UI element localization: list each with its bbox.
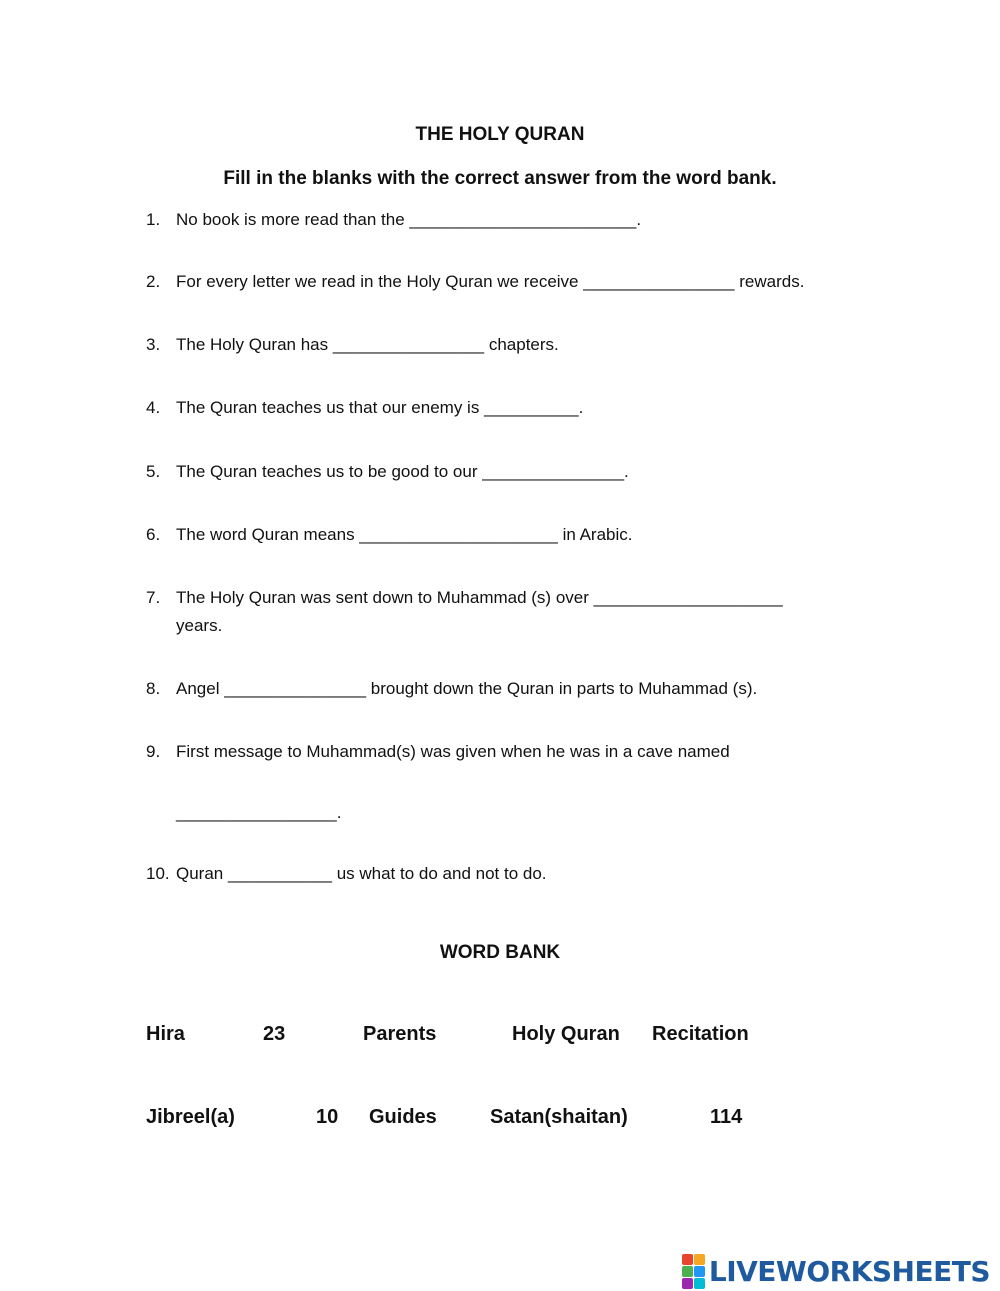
question-text: Angel _______________ brought down the Quran in parts to Muhammad (s). bbox=[176, 679, 758, 698]
question-text: The Quran teaches us that our enemy is __________. bbox=[176, 398, 584, 417]
logo-tile bbox=[682, 1266, 693, 1277]
question-text: The Holy Quran was sent down to Muhammad (s) over ____________________ bbox=[176, 588, 783, 607]
word-bank-item: Satan(shaitan) bbox=[490, 1106, 628, 1128]
logo-tile bbox=[694, 1278, 705, 1289]
logo-mark-icon bbox=[682, 1254, 705, 1289]
word-bank-item: 10 bbox=[316, 1106, 339, 1128]
question-9 bbox=[146, 738, 866, 766]
word-bank-item: Recitation bbox=[652, 1023, 749, 1045]
question-number: 8. bbox=[146, 679, 161, 698]
instruction-text: Fill in the blanks with the correct answer from the word bank. bbox=[223, 168, 777, 189]
page-title: THE HOLY QURAN bbox=[415, 124, 585, 145]
question-text: The Holy Quran has ________________ chapters. bbox=[176, 335, 559, 354]
question-number: 1. bbox=[146, 210, 161, 229]
question-number: 10. bbox=[146, 864, 170, 883]
question-10 bbox=[146, 860, 866, 888]
question-4 bbox=[146, 394, 866, 422]
word-bank-item: Holy Quran bbox=[512, 1023, 620, 1045]
question-text: First message to Muhammad(s) was given when he was in a cave named bbox=[176, 742, 730, 761]
question-text: Quran ___________ us what to do and not to do. bbox=[176, 864, 547, 883]
logo-tile bbox=[694, 1266, 705, 1277]
question-number: 4. bbox=[146, 398, 161, 417]
question-number: 6. bbox=[146, 525, 161, 544]
liveworksheets-logo bbox=[682, 1254, 990, 1289]
question-number: 2. bbox=[146, 272, 161, 291]
question-3 bbox=[146, 331, 866, 359]
question-text: No book is more read than the ________________________. bbox=[176, 210, 642, 229]
question-8 bbox=[146, 675, 866, 703]
question-6 bbox=[146, 521, 866, 549]
word-bank-item: Parents bbox=[363, 1023, 437, 1045]
word-bank-item: 23 bbox=[263, 1023, 286, 1045]
word-bank-item: 114 bbox=[710, 1106, 743, 1128]
question-2 bbox=[146, 268, 866, 296]
word-bank-title: WORD BANK bbox=[439, 942, 561, 963]
question-7 bbox=[146, 584, 866, 640]
logo-tile bbox=[682, 1278, 693, 1289]
question-number: 5. bbox=[146, 462, 161, 481]
question-1 bbox=[146, 206, 866, 234]
question-9-blank: _________________. bbox=[176, 803, 342, 822]
question-continuation: years. bbox=[176, 616, 223, 635]
question-text: For every letter we read in the Holy Quran we receive ________________ rewards. bbox=[176, 272, 805, 291]
word-bank-item: Guides bbox=[369, 1106, 437, 1128]
logo-text: LIVEWORKSHEETS bbox=[708, 1255, 990, 1288]
question-5 bbox=[146, 458, 866, 486]
question-number: 3. bbox=[146, 335, 161, 354]
logo-tile bbox=[694, 1254, 705, 1265]
word-bank-item: Hira bbox=[146, 1023, 185, 1045]
question-number: 7. bbox=[146, 588, 161, 607]
question-number: 9. bbox=[146, 742, 161, 761]
question-text: The Quran teaches us to be good to our _______________. bbox=[176, 462, 629, 481]
word-bank-item: Jibreel(a) bbox=[146, 1106, 235, 1128]
question-text: The word Quran means _____________________ in Arabic. bbox=[176, 525, 633, 544]
logo-tile bbox=[682, 1254, 693, 1265]
